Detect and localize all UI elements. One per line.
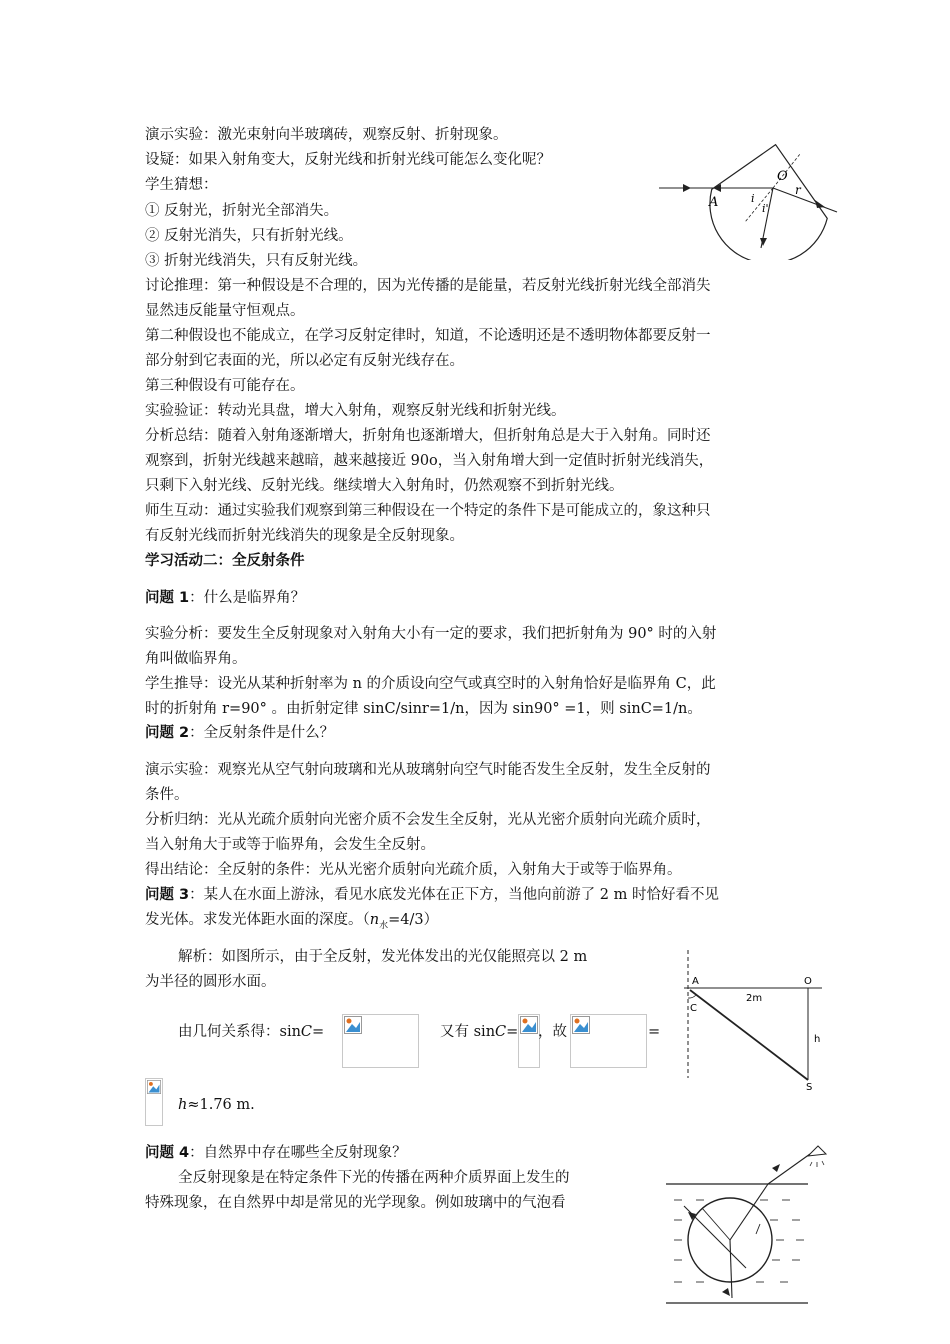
formula-part: C [495, 1024, 507, 1040]
question-text: ：某人在水面上游泳，看见水底发光体在正下方，当他向前游了 2 m 时恰好看不见 [189, 887, 719, 903]
broken-formula-image [145, 1078, 163, 1126]
formula-part: ≈1.76 m. [187, 1097, 255, 1113]
text-line: 当入射角大于或等于临界角，会发生全反射。 [145, 837, 435, 853]
question-3-cont [145, 910, 438, 936]
question-label: 问题 2 [145, 725, 190, 741]
broken-image-icon [147, 1080, 161, 1094]
text-line: 条件。 [145, 787, 189, 803]
arrow-icon [772, 1164, 780, 1172]
refractive-index-symbol: n [369, 912, 380, 928]
question-label: 问题 4 [145, 1145, 190, 1161]
formula-part: h [178, 1097, 188, 1113]
formula-part: 由几何关系得：sin [178, 1024, 301, 1040]
text-line: 设疑：如果入射角变大，反射光线和折射光线可能怎么变化呢？ [145, 152, 551, 168]
text-line: 实验验证：转动光具盘，增大入射角，观察反射光线和折射光线。 [145, 403, 566, 419]
broken-image-icon [344, 1016, 362, 1034]
formula-text: = [648, 1024, 661, 1040]
question-text: 发光体。求发光体距水面的深度。（ [145, 912, 370, 928]
broken-image-icon [520, 1016, 538, 1034]
text-line: 有反射光线而折射光线消失的现象是全反射现象。 [145, 528, 464, 544]
text-line: 第三种假设有可能存在。 [145, 378, 305, 394]
solution-line: 为半径的圆形水面。 [145, 974, 276, 990]
label-2m: 2m [746, 993, 763, 1004]
broken-formula-image [570, 1014, 647, 1068]
formula-text [178, 1022, 324, 1042]
subscript: 水 [379, 920, 389, 931]
depth-geometry-diagram [670, 950, 830, 1090]
text-line: 第二种假设也不能成立，在学习反射定律时，知道，不论透明还是不透明物体都要反射一 [145, 328, 711, 344]
label-O: O [777, 169, 788, 184]
text-line: 师生互动：通过实验我们观察到第三种假设在一个特定的条件下是可能成立的，象这种只 [145, 503, 711, 519]
text-line: 分析总结：随着入射角逐渐增大，折射角也逐渐增大，但折射角总是大于入射角。同时还 [145, 428, 711, 444]
text-line: 显然违反能量守恒观点。 [145, 303, 305, 319]
label-C: C [690, 1003, 697, 1014]
arrow-icon [722, 1288, 730, 1296]
formula-part: 又有 sin [440, 1024, 496, 1040]
text-line: ① 反射光，折射光全部消失。 [145, 203, 339, 219]
text-line: 全反射现象是在特定条件下光的传播在两种介质界面上发生的 [178, 1170, 570, 1186]
text-line: 演示实验：观察光从空气射向玻璃和光从玻璃射向空气时能否发生全反射，发生全反射的 [145, 762, 711, 778]
text-line: 时的折射角 r=90° 。由折射定律 sinC/sinr=1/n，因为 sin90° =1，则 sinC=1/n。 [145, 701, 702, 717]
refracted-ray [773, 188, 837, 212]
angle-arc [688, 995, 696, 998]
normal-line [745, 188, 773, 222]
bubble-total-reflection-diagram [660, 1140, 835, 1310]
text-line: 只剩下入射光线、反射光线。继续增大入射角时，仍然观察不到折射光线。 [145, 478, 624, 494]
question-text: =4/3） [388, 912, 439, 928]
question-label: 问题 1 [145, 590, 190, 606]
answer-text [178, 1095, 255, 1115]
question-text: ：自然界中存在哪些全反射现象？ [189, 1145, 407, 1161]
text-line: 特殊现象，在自然界中却是常见的光学现象。例如玻璃中的气泡看 [145, 1195, 566, 1211]
text-line: 分析归纳：光从光疏介质射向光密介质不会发生全反射，光从光密介质射向光疏介质时， [145, 812, 711, 828]
text-line: 角叫做临界角。 [145, 651, 247, 667]
label-h: h [814, 1034, 821, 1045]
formula-part: = [506, 1024, 519, 1040]
text-line: ② 反射光消失，只有折射光线。 [145, 228, 353, 244]
text-line: ③ 折射光线消失，只有反射光线。 [145, 253, 368, 269]
label-A: A [709, 195, 719, 210]
question-1 [145, 588, 305, 608]
broken-formula-image [518, 1014, 540, 1068]
broken-image-icon [572, 1016, 590, 1034]
text-line: 学生推导：设光从某种折射率为 n 的介质设向空气或真空时的入射角恰好是临界角 C，此 [145, 676, 716, 692]
glass-brick-diagram [655, 140, 845, 260]
label-i-prime: i' [762, 202, 769, 215]
text-line: 得出结论：全反射的条件：光从光密介质射向光疏介质，入射角大于或等于临界角。 [145, 862, 682, 878]
question-2 [145, 723, 334, 743]
label-O: O [804, 976, 812, 987]
text-line: 讨论推理：第一种假设是不合理的，因为光传播的是能量，若反射光线折射光线全部消失 [145, 278, 711, 294]
formula-text [440, 1022, 518, 1042]
text-line: 实验分析：要发生全反射现象对入射角大小有一定的要求，我们把折射角为 90° 时的入射 [145, 626, 717, 642]
question-3 [145, 885, 719, 905]
broken-formula-image [342, 1014, 419, 1068]
text-line: 部分射到它表面的光，所以必定有反射光线存在。 [145, 353, 464, 369]
formula-part: C [300, 1024, 313, 1040]
question-label: 问题 3 [145, 887, 190, 903]
label-A: A [692, 976, 699, 987]
question-text: ：什么是临界角？ [189, 590, 306, 606]
arrow-icon [815, 200, 825, 208]
arrow-icon [683, 184, 691, 192]
text-line: 观察到，折射光线越来越暗，越来越接近 90o，当入射角增大到一定值时折射光线消失， [145, 453, 714, 469]
eyelash-marks [810, 1161, 824, 1167]
formula-text: ，故 [538, 1024, 567, 1040]
arrow-icon [760, 238, 767, 246]
solution-line: 解析：如图所示，由于全反射，发光体发出的光仅能照亮以 2 m [178, 949, 588, 965]
section-heading: 学习活动二：全反射条件 [145, 553, 305, 569]
formula-part: = [312, 1024, 325, 1040]
text-line: 学生猜想： [145, 177, 218, 193]
label-r: r [795, 183, 801, 197]
eye-icon [808, 1146, 826, 1156]
label-i: i [751, 192, 755, 205]
text-line: 演示实验：激光束射向半玻璃砖，观察反射、折射现象。 [145, 127, 508, 143]
label-S: S [806, 1082, 813, 1090]
question-text: ：全反射条件是什么？ [189, 725, 335, 741]
question-4 [145, 1143, 407, 1163]
